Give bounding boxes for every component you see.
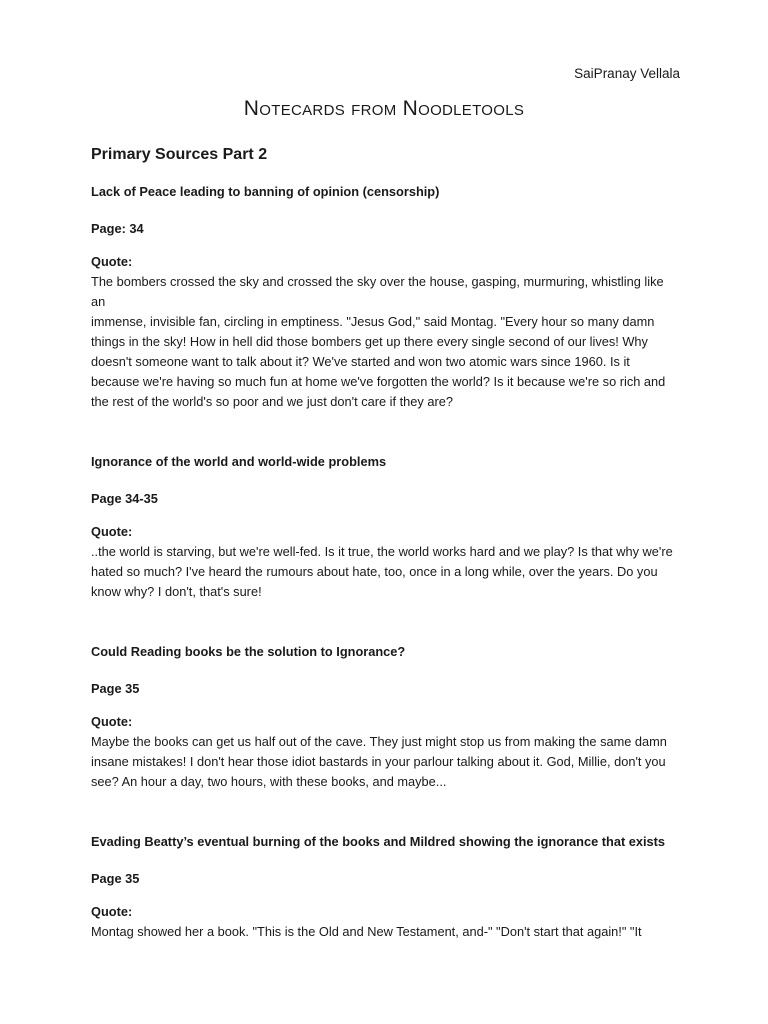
quote-line: ..the world is starving, but we're well-fed. Is it true, the world works hard and we play? Is that why we're [91,544,673,559]
quote-line: see? An hour a day, two hours, with these books, and maybe... [91,774,447,789]
quote-line: because we're having so much fun at home we've forgotten the world? Is it because we're so rich and [91,374,666,389]
quote-label: Quote: [91,904,133,919]
document-title: Notecards from Noodletools [243,97,525,120]
quote-text [91,272,681,412]
notecard [91,832,681,942]
notecard-page: Page 35 [91,871,140,886]
quote-line: things in the sky! How in hell did those bombers get up there every single second of our lives! Why [91,334,648,349]
quote-text [91,922,681,942]
notecard [91,452,681,602]
quote-line: The bombers crossed the sky and crossed the sky over the house, gasping, murmuring, whistling like an [91,274,664,309]
notecard-page: Page: 34 [91,221,144,236]
quote-line: hated so much? I've heard the rumours about hate, too, once in a long while, over the years. Do you [91,564,658,579]
quote-label: Quote: [91,524,133,539]
section-heading: Primary Sources Part 2 [91,146,268,163]
quote-line: Maybe the books can get us half out of the cave. They just might stop us from making the same damn [91,734,667,749]
notecard-title: Could Reading books be the solution to Ignorance? [91,644,406,659]
notecard-title: Lack of Peace leading to banning of opinion (censorship) [91,184,440,199]
quote-label: Quote: [91,254,133,269]
quote-text [91,542,681,602]
notecard-page: Page 34-35 [91,491,158,506]
quote-label: Quote: [91,714,133,729]
author-name: SaiPranay Vellala [574,66,680,81]
notecards-list [91,182,681,942]
notecard [91,642,681,792]
quote-line: know why? I don't, that's sure! [91,584,262,599]
quote-line: immense, invisible fan, circling in emptiness. "Jesus God," said Montag. "Every hour so many damn [91,314,655,329]
notecard-title: Ignorance of the world and world-wide problems [91,454,387,469]
notecard [91,182,681,412]
quote-line: insane mistakes! I don't hear those idiot bastards in your parlour talking about it. God, Millie, don't you [91,754,666,769]
quote-text [91,732,681,792]
notecard-page: Page 35 [91,681,140,696]
quote-line: Montag showed her a book. "This is the Old and New Testament, and-" "Don't start that again!" "It [91,924,642,939]
notecard-title: Evading Beatty’s eventual burning of the books and Mildred showing the ignorance that exists [91,834,666,849]
quote-line: doesn't someone want to talk about it? We've started and won two atomic wars since 1960. Is it [91,354,630,369]
quote-line: the rest of the world's so poor and we just don't care if they are? [91,394,453,409]
